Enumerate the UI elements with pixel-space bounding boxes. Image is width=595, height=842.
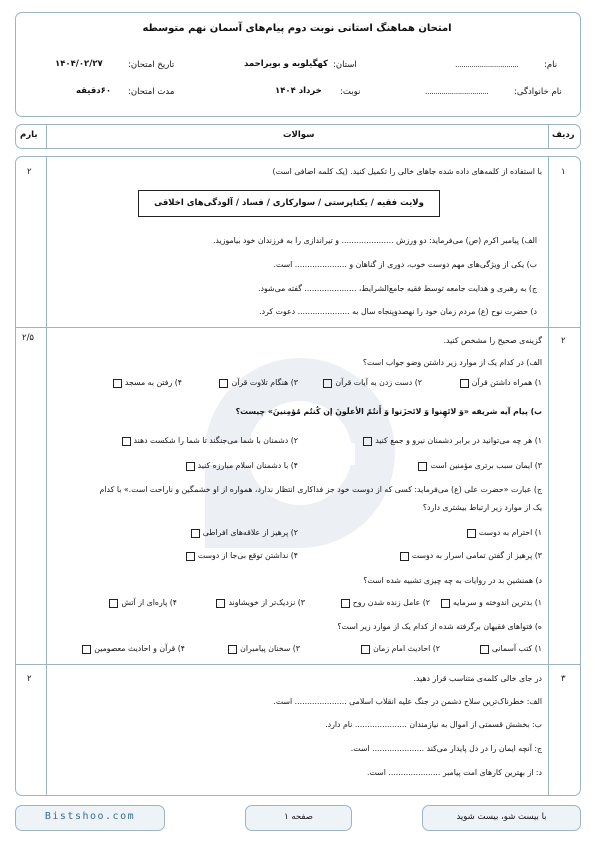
q2-b-option-1[interactable] <box>363 436 542 446</box>
q2-e-option-1[interactable] <box>480 644 542 654</box>
q2-d-option-2[interactable] <box>341 598 430 608</box>
q2-b-question: ب) پیام آیه شریفه «وَ لاتَهِنوا وَ لاتَحزَنوا وَ أَنتُمُ الأعلَونَ إن کُنتُم مُؤمِنینَ» چیست؟ <box>235 407 542 416</box>
row-separator-2 <box>15 664 580 665</box>
q2-d-option-4[interactable] <box>109 598 177 608</box>
q2-number: ۲ <box>561 336 566 346</box>
option-label: ۲) احادیث امام زمان <box>373 644 440 653</box>
q2-instruction: گزینه‌ی صحیح را مشخص کنید. <box>443 336 542 345</box>
option-label: ۲) پرهیز از علاقه‌های افراطی <box>202 528 298 537</box>
option-label: ۲) دشمنان با شما می‌جنگند تا شما را شکست دهند <box>133 436 298 445</box>
q3-line-c: ج: آنچه ایمان را در دل پایدار می‌کند ..................... است. <box>350 744 542 753</box>
option-label: ۳) پرهیز از گفتن تمامی اسرار به دوست <box>411 551 542 560</box>
q2-b-option-3[interactable] <box>418 461 542 471</box>
q2-d-question: د) همنشین بد در روایات به چه چیزی تشبیه شده است؟ <box>363 576 542 585</box>
q3-line-a: الف: خطرناک‌ترین سلاح دشمن در جنگ علیه انقلاب اسلامی ..................... است. <box>273 697 542 706</box>
q2-a-option-4[interactable] <box>113 378 182 388</box>
q1-line-c: ج) به رهبری و هدایت جامعه توسط فقیه جامع‌الشرایط، ..................... گفته می‌شود. <box>258 284 537 293</box>
option-label: ۴) با دشمنان اسلام مبارزه کنید <box>197 461 298 470</box>
footer-slogan: با بیست شو، بیست شوید <box>456 812 547 822</box>
q2-c-question-line1: ج) عبارت «حضرت علی (ع) می‌فرماید: کسی که از دوست خود جز فداکاری انتظار ندارد، همواره از او خشمگین و ناراحت است.» با کدام <box>99 485 542 494</box>
checkbox[interactable] <box>480 645 489 654</box>
q1-line-b: ب) یکی از ویژگی‌های مهم دوست خوب، دوری از گناهان و ..................... است. <box>273 260 537 269</box>
footer-page-number: صفحه ۱ <box>284 812 313 822</box>
name-label: نام: <box>544 60 558 70</box>
column-row: ردیف <box>552 130 575 140</box>
q1-line-d: د) حضرت نوح (ع) مردم زمان خود را نهصدوپنجاه سال به ..................... دعوت کرد. <box>259 307 537 316</box>
q2-e-option-3[interactable] <box>228 644 300 654</box>
q2-c-option-4[interactable] <box>186 551 298 561</box>
option-label: ۱) کتب آسمانی <box>491 644 542 653</box>
body-divider-left <box>46 156 47 795</box>
q2-a-question: الف) در کدام یک از موارد زیر داشتن وضو جواب است؟ <box>362 358 542 367</box>
lastname-field[interactable]: ............................... <box>425 87 489 96</box>
checkbox[interactable] <box>186 462 195 471</box>
q2-a-option-2[interactable] <box>323 378 422 388</box>
checkbox[interactable] <box>361 645 370 654</box>
option-label: ۱) هر چه می‌توانید در برابر دشمنان نیرو و جمع کنید <box>375 436 542 445</box>
q2-e-option-4[interactable] <box>82 644 185 654</box>
option-label: ۳) هنگام تلاوت قرآن <box>231 378 298 387</box>
option-label: ۱) احترام به دوست <box>478 528 542 537</box>
session-value: خرداد ۱۴۰۴ <box>275 86 322 96</box>
checkbox[interactable] <box>228 645 237 654</box>
session-label: نوبت: <box>340 87 361 97</box>
checkbox[interactable] <box>441 599 450 608</box>
q3-number: ۳ <box>561 674 566 684</box>
duration-label: مدت امتحان: <box>128 87 175 97</box>
q2-a-option-1[interactable] <box>460 378 542 388</box>
q2-e-question: ه) فتواهای فقیهان برگرفته شده از کدام یک از موارد زیر است؟ <box>337 622 542 631</box>
body-divider-right <box>548 156 549 795</box>
table-header-divider-right <box>548 124 549 148</box>
q2-a-option-3[interactable] <box>219 378 298 388</box>
q1-score: ۲ <box>27 167 32 177</box>
checkbox[interactable] <box>113 379 122 388</box>
q1-word-bank: ولایت فقیه / یکتاپرستی / سوارکاری / فساد / آلودگی‌های اخلاقی <box>138 190 440 217</box>
checkbox[interactable] <box>186 552 195 561</box>
date-label: تاریخ امتحان: <box>128 60 175 70</box>
option-label: ۲) دست زدن به آیات قرآن <box>335 378 422 387</box>
q2-c-option-2[interactable] <box>191 528 298 538</box>
option-label: ۱) بدترین اندوخته و سرمایه <box>452 598 542 607</box>
date-value: ۱۴۰۴/۰۲/۲۷ <box>55 59 103 69</box>
option-label: ۳) نزدیک‌تر از خویشاوند <box>228 598 305 607</box>
checkbox[interactable] <box>219 379 228 388</box>
q2-d-option-3[interactable] <box>216 598 305 608</box>
checkbox[interactable] <box>323 379 332 388</box>
checkbox[interactable] <box>216 599 225 608</box>
checkbox[interactable] <box>363 437 372 446</box>
q2-c-option-3[interactable] <box>400 551 542 561</box>
option-label: ۴) پاره‌ای از آتش <box>121 598 177 607</box>
option-label: ۳) ایمان سبب برتری مؤمنین است <box>430 461 542 470</box>
q1-instruction: با استفاده از کلمه‌های داده شده جاهای خالی را تکمیل کنید. (یک کلمه اضافی است) <box>272 167 542 176</box>
checkbox[interactable] <box>341 599 350 608</box>
footer-site-link[interactable]: Bistshoo.com <box>44 811 136 822</box>
q3-line-b: ب: بخشش قسمتی از اموال به نیازمندان ..................... نام دارد. <box>325 720 542 729</box>
checkbox[interactable] <box>418 462 427 471</box>
table-header-divider-left <box>46 124 47 148</box>
q2-c-question-line2: یک از موارد زیر ارتباط بیشتری دارد؟ <box>422 503 542 512</box>
column-score: بارم <box>20 130 38 140</box>
q1-line-a: الف) پیامبر اکرم (ص) می‌فرماید: دو ورزش ..................... و تیراندازی را به فرزندان خود بیاموزید. <box>212 236 537 245</box>
option-label: ۴) رفتن به مسجد <box>124 378 182 387</box>
option-label: ۴) قرآن و احادیث معصومین <box>94 644 185 653</box>
option-label: ۱) همراه داشتن قرآن <box>471 378 542 387</box>
q2-d-option-1[interactable] <box>441 598 542 608</box>
q2-c-option-1[interactable] <box>467 528 542 538</box>
checkbox[interactable] <box>460 379 469 388</box>
exam-title: امتحان هماهنگ استانی نوبت دوم پیام‌های آسمان نهم متوسطه <box>142 23 452 34</box>
q2-b-option-2[interactable] <box>122 436 298 446</box>
checkbox[interactable] <box>122 437 131 446</box>
duration-value: ۶۰دقیقه <box>76 86 112 96</box>
checkbox[interactable] <box>400 552 409 561</box>
province-value: کهگیلویه و بویراحمد <box>244 59 328 69</box>
q3-line-d: د: از بهترین کارهای امت پیامبر ..................... است. <box>367 768 542 777</box>
checkbox[interactable] <box>467 529 476 538</box>
checkbox[interactable] <box>191 529 200 538</box>
checkbox[interactable] <box>109 599 118 608</box>
option-label: ۳) سخنان پیامبران <box>240 644 300 653</box>
q2-e-option-2[interactable] <box>361 644 440 654</box>
province-label: استان: <box>333 60 357 70</box>
q3-instruction: در جای خالی کلمه‌ی متناسب قرار دهید. <box>413 674 542 683</box>
q1-number: ۱ <box>561 167 566 177</box>
q2-score: ۲/۵ <box>22 333 34 343</box>
option-label: ۲) عامل زنده شدن روح <box>352 598 430 607</box>
lastname-label: نام خانوادگی: <box>514 87 562 97</box>
q2-b-option-4[interactable] <box>186 461 298 471</box>
column-questions: سوالات <box>283 130 315 140</box>
q3-score: ۲ <box>27 674 32 684</box>
option-label: ۴) نداشتن توقع بی‌جا از دوست <box>197 551 298 560</box>
name-field[interactable]: ............................... <box>455 60 519 69</box>
checkbox[interactable] <box>82 645 91 654</box>
